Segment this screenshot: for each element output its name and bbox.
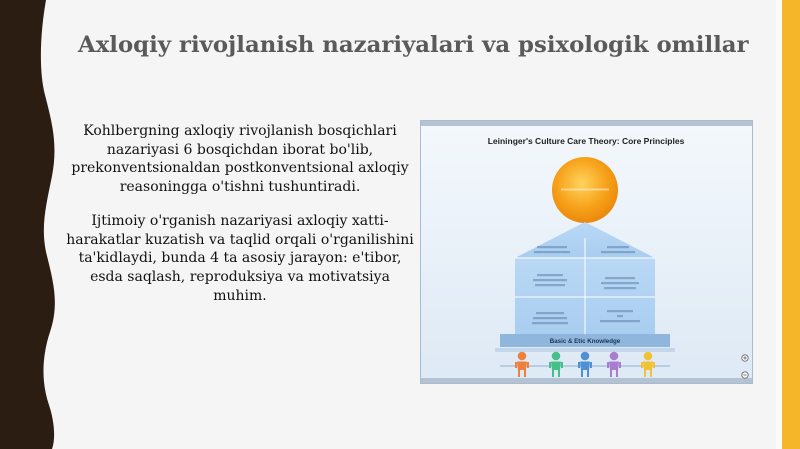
- sphere-label-placeholder: [561, 189, 609, 191]
- body-text-line: esda saqlash, reproduksiya va motivatsiya: [90, 268, 390, 285]
- body-text-line: reasoningga o'tishni tushuntiradi.: [119, 179, 361, 196]
- slide-title: Axloqiy rivojlanish nazariyalari va psixologik omillar: [78, 32, 749, 58]
- cell-text-placeholder: [601, 277, 639, 289]
- zoom-in-icon: [742, 355, 748, 361]
- foundation-label: Basic & Etic Knowledge: [549, 338, 621, 345]
- culture-care-diagram-image: [420, 120, 753, 384]
- cell-text-placeholder: [532, 312, 568, 324]
- body-text-line: prekonventsionaldan postkonventsional axloqiy: [71, 160, 409, 177]
- body-text-line: ta'kidlaydi, bunda 4 ta asosiy jarayon: e'tibor,: [78, 250, 402, 267]
- diagram-title: Leininger's Culture Care Theory: Core Principles: [487, 136, 685, 146]
- body-text-line: Ijtimoiy o'rganish nazariyasi axloqiy xatti-: [91, 212, 389, 229]
- slide-body: [48, 122, 432, 305]
- body-paragraph-kohlberg: [48, 122, 432, 197]
- cell-text-placeholder: [533, 274, 567, 286]
- zoom-out-icon: [742, 372, 748, 378]
- body-text-line: nazariyasi 6 bosqichdan iborat bo'lib,: [106, 141, 374, 158]
- side-wave-shape: [0, 0, 55, 449]
- accent-stripe: [782, 0, 800, 449]
- body-paragraph-social-learning: [48, 212, 432, 306]
- body-text-line: muhim.: [213, 287, 267, 304]
- body-text-line: Kohlbergning axloqiy rivojlanish bosqichlari: [83, 123, 397, 139]
- body-text-line: harakatlar kuzatish va taqlid orqali o'rganilishini: [66, 231, 414, 248]
- foundation-base: [495, 348, 675, 352]
